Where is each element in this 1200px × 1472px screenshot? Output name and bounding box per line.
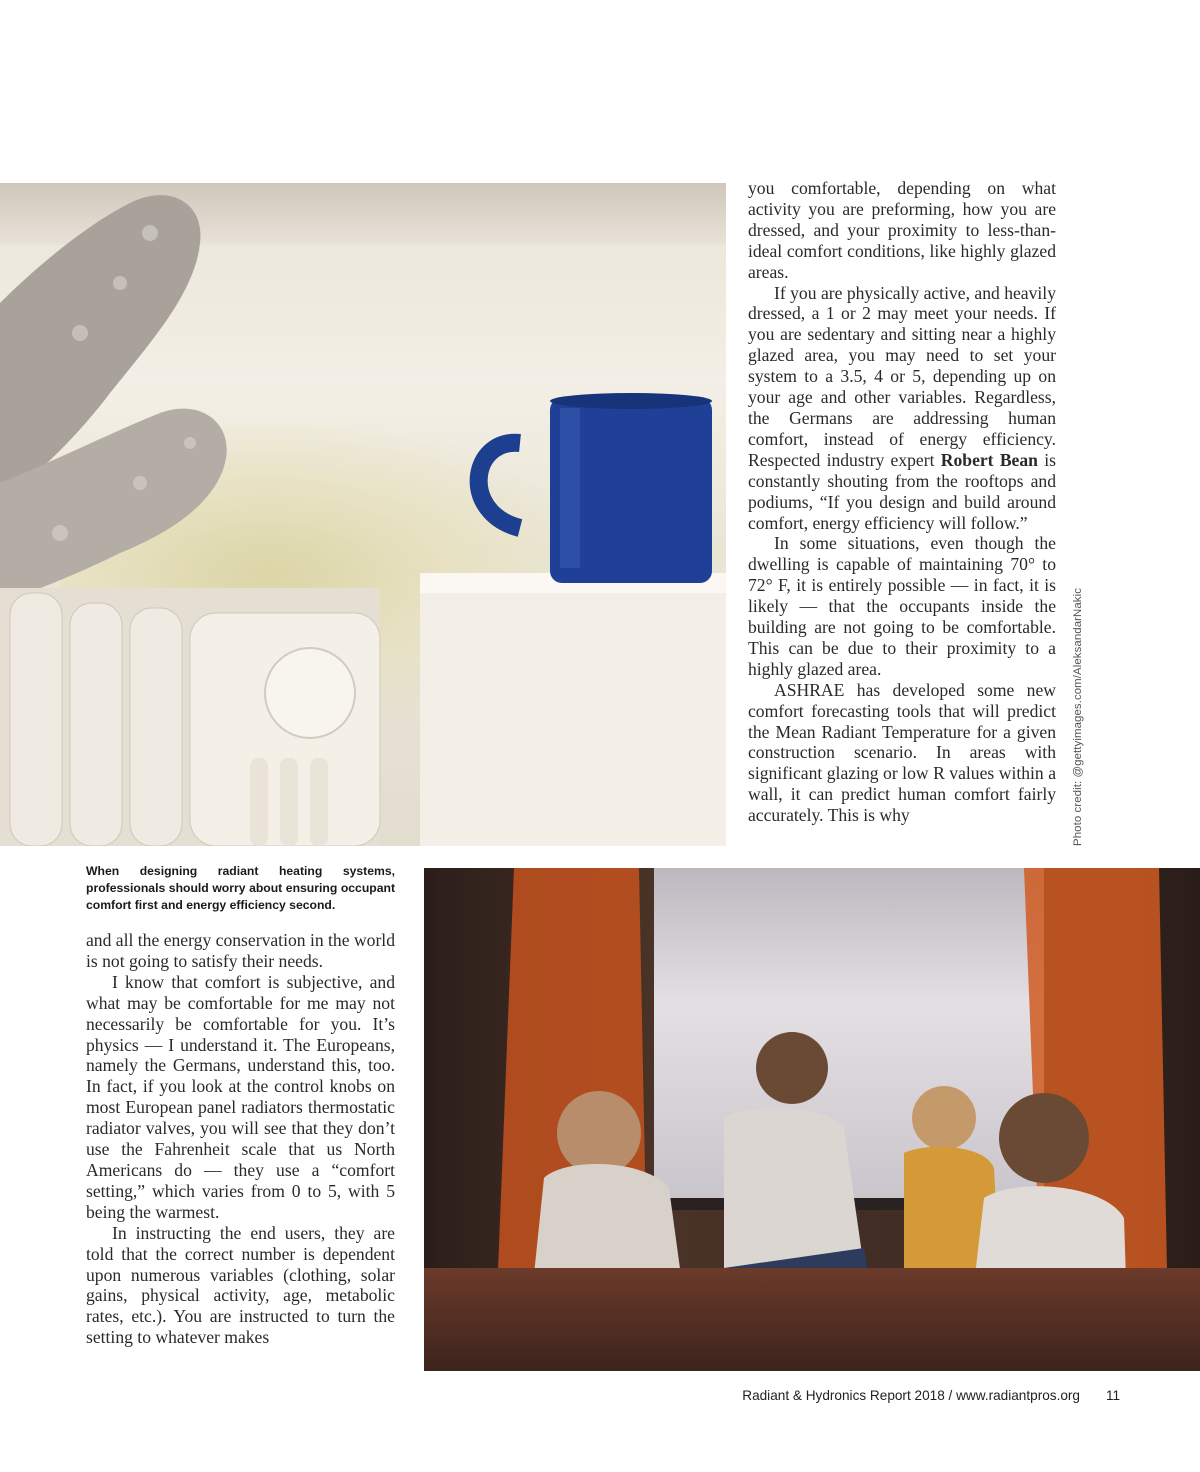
sofa xyxy=(424,1268,1200,1371)
paragraph-text: If you are physically active, and heavily dressed, a 1 or 2 may meet your needs. If you are sedentary and sitting near a highly glazed area, you may need to set your system to a 3.5, 4 or 5, depending up on your age and other variables. Regardless, the Germans are addressing human comfort, instead of energy efficiency. Respected industry expert xyxy=(748,282,1056,470)
paragraph: In instructing the end users, they are told that the correct number is dependent upon numerous variables (clothing, solar gains, physical activity, age, metabolic rates, etc.). You are instructed to turn the setting to whatever makes xyxy=(86,1222,395,1348)
photo-socks-mug-radiator xyxy=(0,183,726,846)
radiator xyxy=(0,588,380,846)
body-text-left-column xyxy=(86,930,395,1348)
photo-family-at-window xyxy=(424,868,1200,1371)
blue-mug xyxy=(479,393,712,583)
paragraph: I know that comfort is subjective, and what may be comfortable for me may not necessarily be comfortable for you. It’s physics — I understand it. The Europeans, namely the Germans, understand this, too. In fact, if you look at the control knobs on most European panel radiators thermostatic radiator valves, you will see that they don’t use the Fahrenheit scale that us North Americans do — they use a “comfort setting,” which varies from 0 to 5, with 5 being the warmest. xyxy=(86,971,395,1222)
photo-illustration xyxy=(0,183,726,846)
paragraph: ASHRAE has developed some new comfort forecasting tools that will predict the Mean Radiant Temperature for a given construction scenario. In areas with significant glazing or low R values within a wall, it can predict human comfort fairly accurately. This is why xyxy=(748,679,1056,826)
page-footer: Radiant & Hydronics Report 2018 / www.radiantpros.org xyxy=(742,1388,1080,1403)
bold-name: Robert Bean xyxy=(940,449,1038,470)
photo-credit: Photo credit: @gettyimages.com/AleksandarNakic xyxy=(1072,587,1084,846)
body-text-right-column xyxy=(748,178,1056,826)
photo-caption: When designing radiant heating systems, professionals should worry about ensuring occupant comfort first and energy efficiency second. xyxy=(86,864,395,913)
paragraph: In some situations, even though the dwelling is capable of maintaining 70° to 72° F, it is entirely possible — in fact, it is likely — that the occupants inside the building are not going to be comfortable. This can be due to their proximity to a highly glazed area. xyxy=(748,533,1056,679)
paragraph: and all the energy conservation in the world is not going to satisfy their needs. xyxy=(86,930,395,971)
paragraph: you comfortable, depending on what activity you are preforming, how you are dressed, and your proximity to less-than-ideal comfort conditions, like highly glazed areas. xyxy=(748,178,1056,282)
page-number: 11 xyxy=(1106,1388,1121,1403)
side-table xyxy=(420,573,726,846)
paragraph-text: is constantly shouting from the rooftops and podiums, “If you design and build around comfort, energy efficiency will follow.” xyxy=(748,449,1056,533)
paragraph xyxy=(748,283,1056,534)
